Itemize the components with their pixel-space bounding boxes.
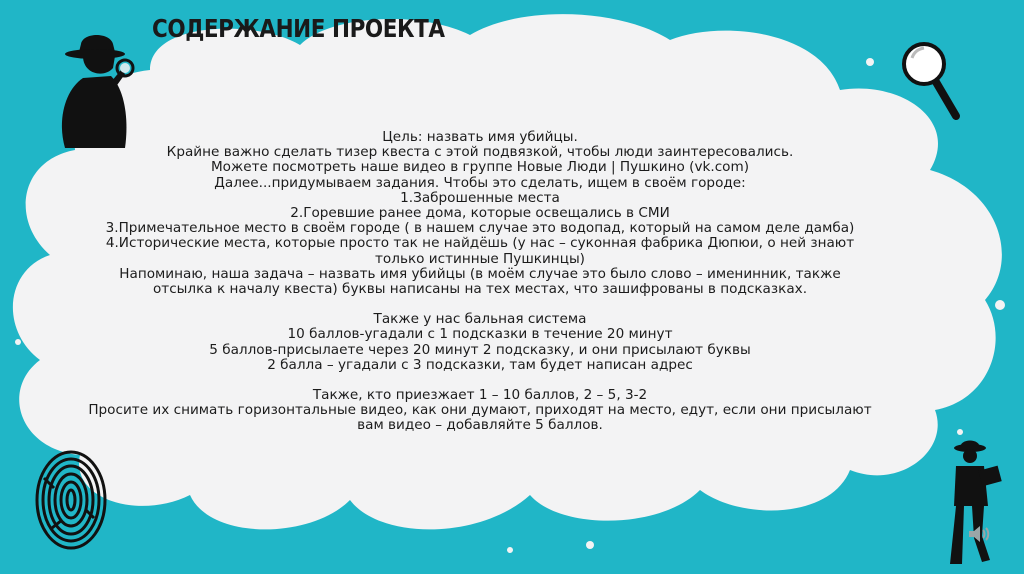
body-line: Также, кто приезжает 1 – 10 баллов, 2 – 5, 3-2 — [312, 387, 648, 404]
body-line: Можете посмотреть наше видео в группе Новые Люди | Пушкино (vk.com) — [210, 159, 750, 176]
body-line: Крайне важно сделать тизер квеста с этой подвязкой, чтобы люди заинтересовались. — [166, 144, 794, 161]
body-line: 5 баллов-присылаете через 20 минут 2 подсказку, и они присылают буквы — [209, 341, 751, 358]
detective-reading-icon — [942, 436, 1004, 568]
body-line: Далее...придумываем задания. Чтобы это сделать, ищем в своём городе: — [214, 174, 746, 191]
body-line: 4.Исторические места, которые просто так не найдёшь (у нас – суконная фабрика Дюпюи, о ней знают — [105, 235, 855, 252]
body-line: Цель: назвать имя убийцы. — [382, 129, 578, 145]
body-line: Также у нас бальная система — [373, 311, 587, 328]
slide-title: СОДЕРЖАНИЕ ПРОЕКТА — [152, 14, 445, 43]
body-line: 1.Заброшенные места — [400, 189, 560, 206]
speaker-icon[interactable] — [966, 522, 990, 546]
body-line: вам видео – добавляйте 5 баллов. — [357, 417, 603, 434]
fingerprint-icon — [34, 448, 108, 552]
slide-body — [20, 130, 940, 434]
paragraph-gap — [20, 297, 940, 312]
body-line: Просите их снимать горизонтальные видео, как они думают, приходят на место, едут, если они присылают — [88, 402, 872, 419]
paragraph-gap — [20, 373, 940, 388]
body-line: 3.Примечательное место в своём городе ( в нашем случае это водопад, который на самом деле дамба) — [105, 220, 855, 237]
body-line: 2.Горевшие ранее дома, которые освещались в СМИ — [290, 205, 670, 222]
body-line: 2 балла – угадали с 3 подсказки, там будет написан адрес — [267, 356, 693, 373]
body-line: только истинные Пушкинцы) — [375, 250, 585, 267]
body-line: 10 баллов-угадали с 1 подсказки в течение 20 минут — [287, 326, 673, 343]
body-line: Напоминаю, наша задача – назвать имя убийцы (в моём случае это было слово – именинник, также — [119, 265, 841, 282]
body-line: отсылка к началу квеста) буквы написаны на тех местах, что зашифрованы в подсказках. — [152, 281, 808, 298]
magnifying-glass-icon — [898, 40, 962, 122]
